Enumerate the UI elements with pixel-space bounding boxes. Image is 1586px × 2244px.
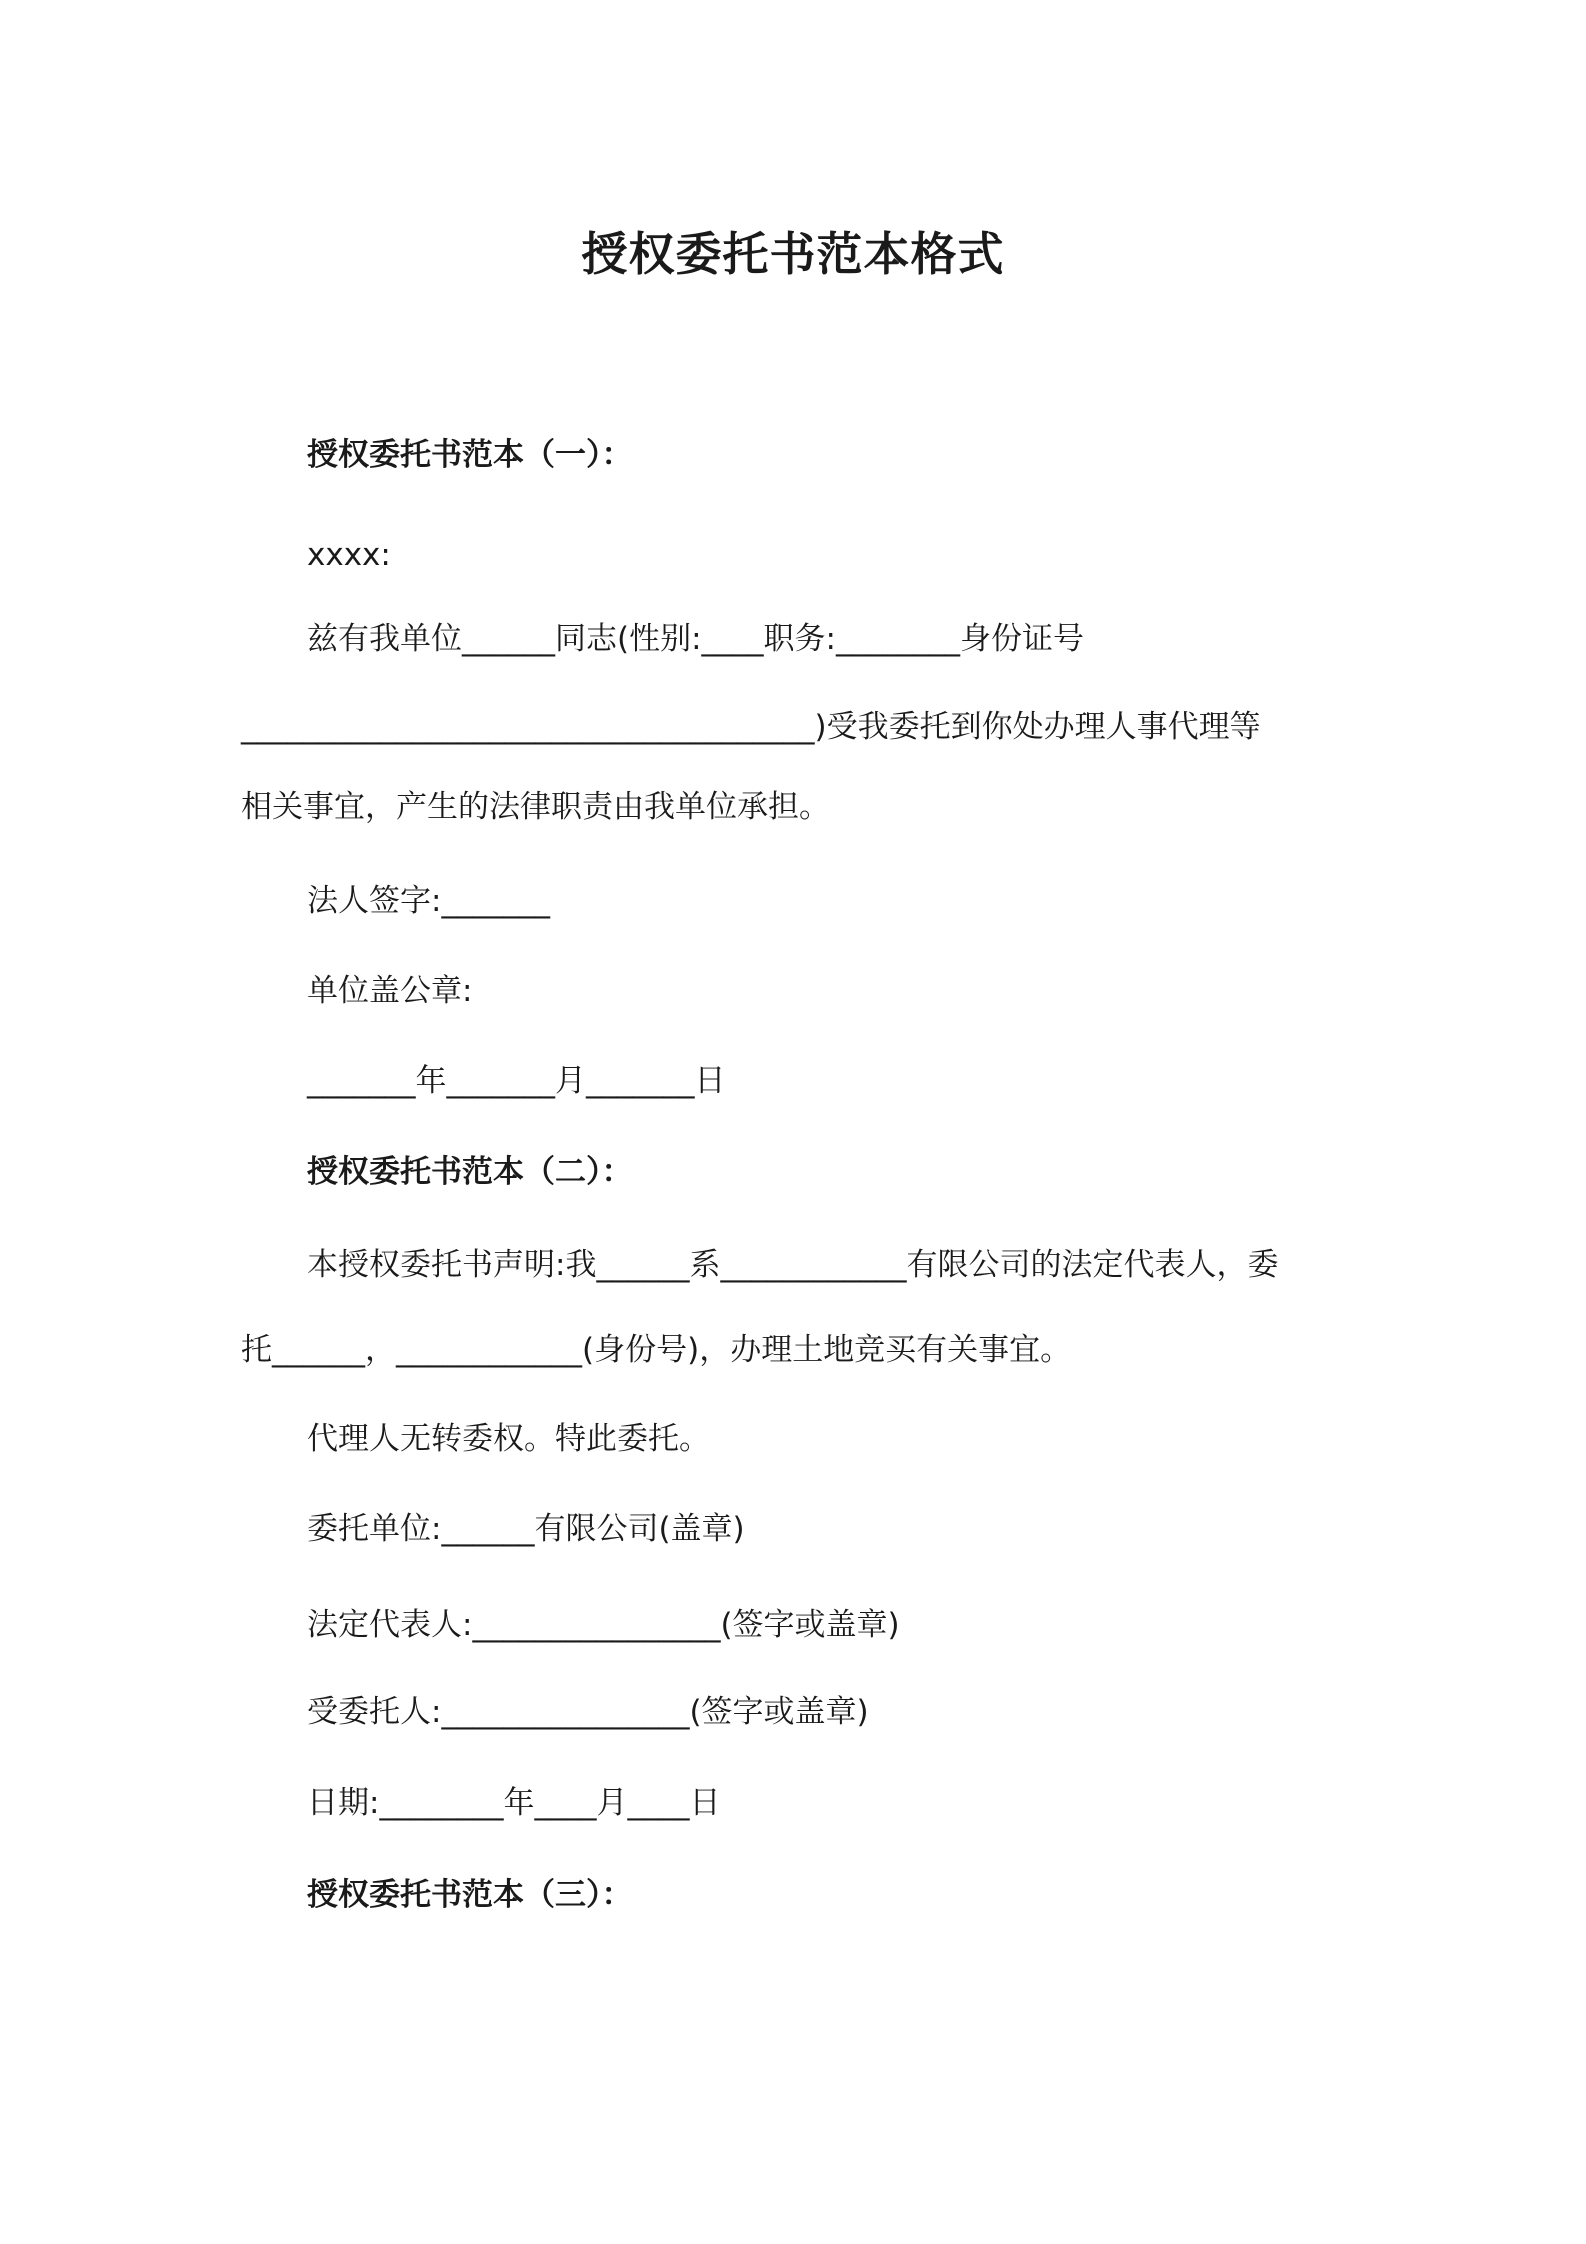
document-title: 授权委托书范本格式 (581, 227, 1005, 281)
section-1-paragraph-line-2: _____________________________________)受我委托到你处办理人事代理等 (241, 709, 1261, 745)
section-2-paragraph-line-2: 托______，____________(身份号)，办理土地竞买有关事宜。 (241, 1332, 1072, 1368)
section-2-paragraph-2: 代理人无转委权。特此委托。 (307, 1421, 710, 1457)
section-1-paragraph-line-3: 相关事宜，产生的法律职责由我单位承担。 (241, 789, 830, 825)
section-1-paragraph-line-1: 兹有我单位______同志(性别:____职务:________身份证号 (307, 621, 1084, 657)
section-2-date: 日期:________年____月____日 (307, 1785, 721, 1821)
section-2-legal-representative: 法定代表人:________________(签字或盖章) (307, 1607, 900, 1643)
section-1-signature: 法人签字:_______ (307, 883, 550, 919)
section-1-seal: 单位盖公章: (307, 973, 473, 1009)
section-2-paragraph-line-1: 本授权委托书声明:我______系____________有限公司的法定代表人，委 (307, 1247, 1279, 1283)
section-1-heading: 授权委托书范本（一）： (307, 437, 633, 473)
section-1-date: _______年_______月_______日 (307, 1063, 726, 1099)
section-2-agent: 受委托人:________________(签字或盖章) (307, 1694, 869, 1730)
section-3-heading: 授权委托书范本（三）： (307, 1877, 633, 1913)
section-1-addressee: xxxx: (307, 537, 391, 573)
section-2-heading: 授权委托书范本（二）： (307, 1154, 633, 1190)
section-2-unit: 委托单位:______有限公司(盖章) (307, 1511, 745, 1547)
